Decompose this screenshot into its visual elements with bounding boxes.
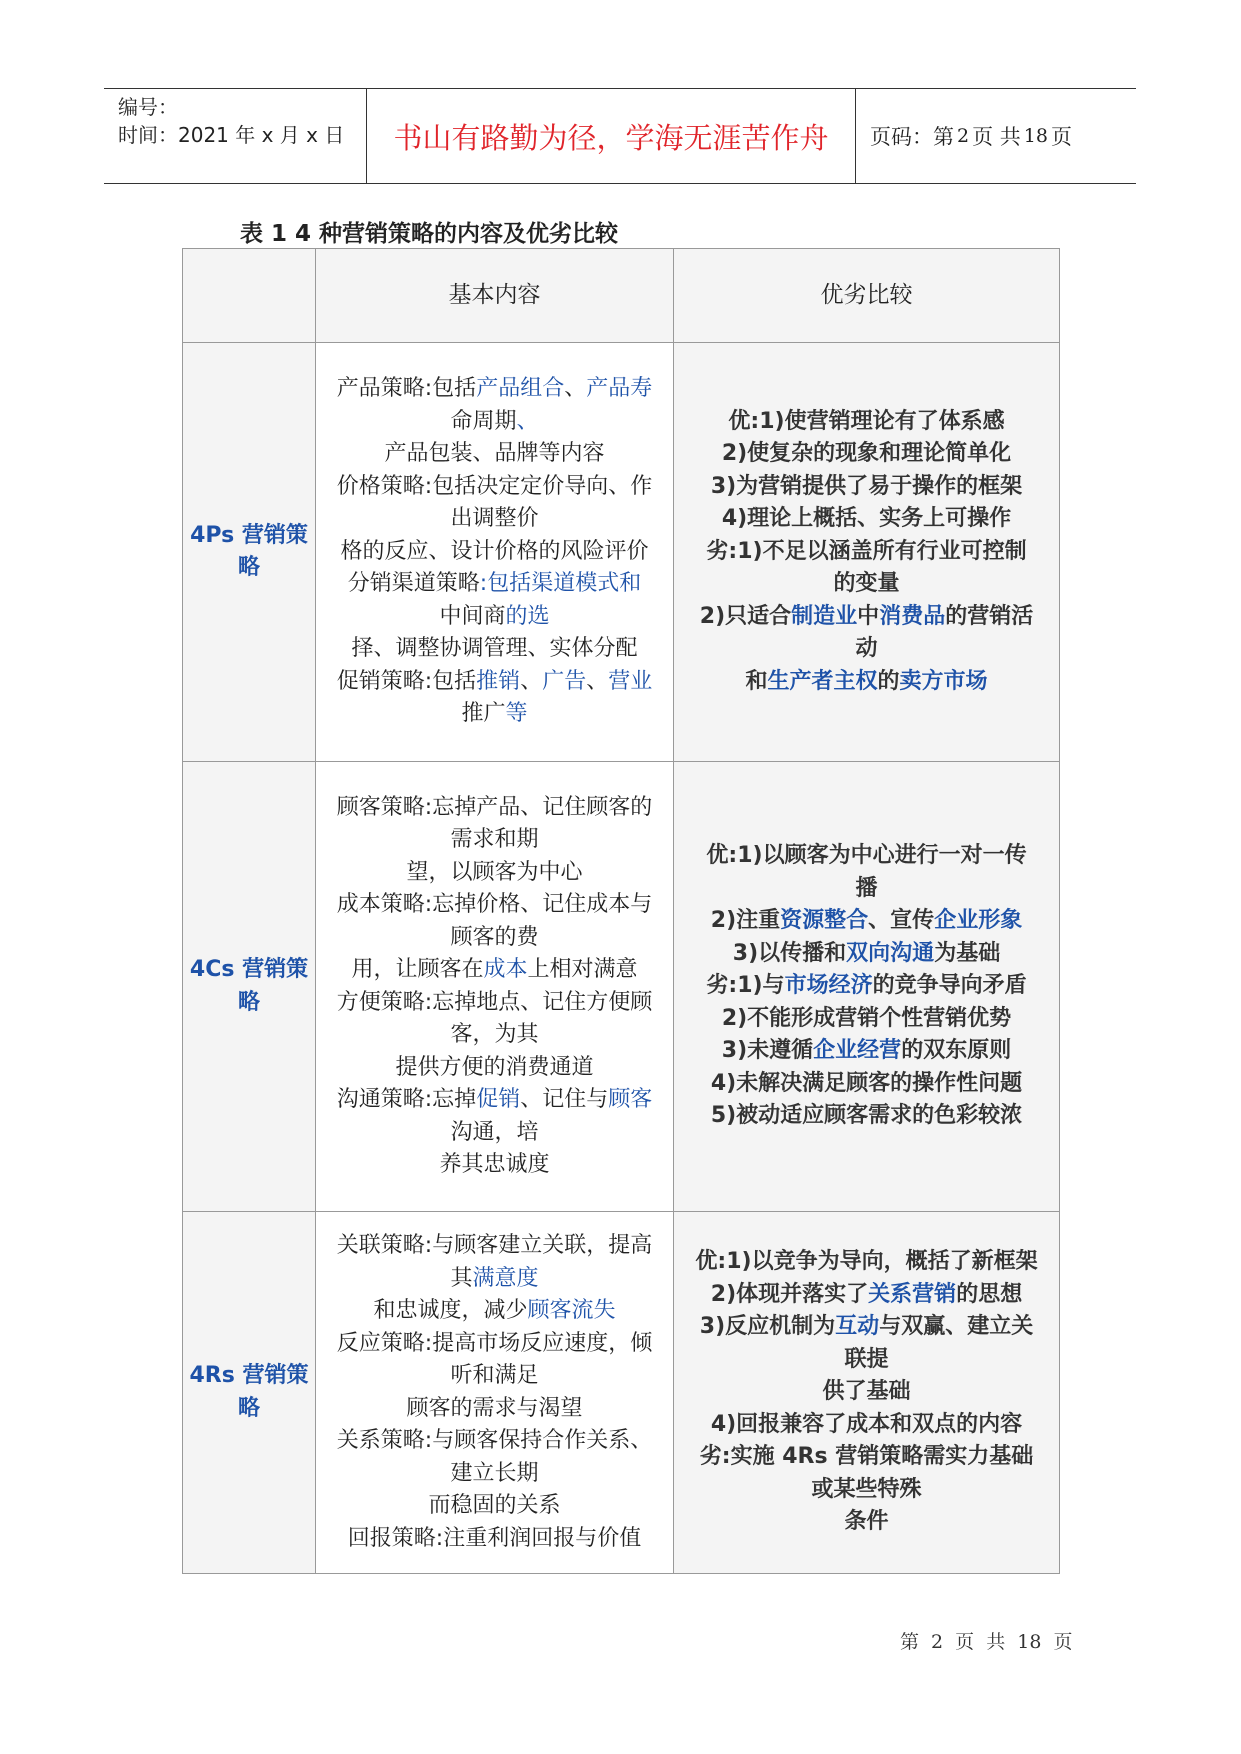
cell-line (676, 568, 1057, 601)
cell-text: 5)被动适应顾客需求的色彩较浓 (710, 1103, 1023, 1129)
cell-text: 反应策略:提高市场反应速度，倾 (336, 1330, 653, 1356)
cell-text: 建立长期 (450, 1460, 539, 1486)
cell-line (318, 1019, 671, 1052)
cell-line (318, 857, 671, 890)
cell-text: 听和满足 (450, 1363, 539, 1388)
cell-text: 关联策略:与顾客建立关联，提高 (336, 1233, 653, 1258)
cell-text: 而稳固的关系 (428, 1493, 561, 1518)
cell-text: 推广 (461, 701, 506, 727)
cell-text: 为基础 (934, 940, 1001, 966)
cell-line (676, 601, 1057, 634)
term-link[interactable]: 互动 (835, 1314, 880, 1340)
term-link[interactable]: 关系营销 (868, 1281, 957, 1307)
cell-text: 、 (520, 668, 543, 694)
cell-text: 动 (855, 636, 878, 662)
cell-line (676, 633, 1057, 666)
cell-text: 4)未解决满足顾客的操作性问题 (710, 1070, 1023, 1096)
cell-text: 命周期 (450, 408, 517, 434)
term-link[interactable]: 成本 (483, 957, 528, 982)
cell-text: 上相对满意 (527, 957, 638, 982)
table-row (183, 1212, 1060, 1574)
cell-line (676, 438, 1057, 471)
header-page-indicator (856, 89, 1136, 183)
cell-text: 、 (586, 668, 609, 694)
cell-line (318, 601, 671, 634)
cell-text: 2)不能形成营销个性营销优势 (721, 1005, 1012, 1031)
cell-line (676, 1035, 1057, 1068)
page-footer: 第 2 页 共 18 页 (900, 1631, 1073, 1653)
cell-line (318, 1084, 671, 1117)
cell-text: 2)使复杂的现象和理论简单化 (721, 441, 1012, 467)
cell-text: 3)以传播和 (732, 940, 847, 966)
cell-text: 的竞争导向矛盾 (872, 973, 1027, 999)
cell-line (318, 1425, 671, 1458)
cell-line (318, 1458, 671, 1491)
cell-text: 优:1)以顾客为中心进行一对一传 (706, 843, 1027, 869)
content-cell (316, 343, 674, 762)
cell-line (318, 1295, 671, 1328)
term-link[interactable]: 促销 (476, 1087, 521, 1112)
term-link[interactable]: 的选 (505, 603, 550, 629)
content-cell (316, 762, 674, 1212)
table-caption: 表 1 4 种营销策略的内容及优劣比较 (240, 221, 619, 247)
term-link[interactable]: 顾客 (608, 1087, 653, 1112)
cell-text: 、 (564, 376, 587, 402)
cell-line (676, 1100, 1057, 1133)
cell-text: 劣:1)不足以涵盖所有行业可控制 (706, 538, 1027, 564)
cell-text: 关系策略:与顾客保持合作关系、 (336, 1428, 653, 1453)
header-cell-empty (183, 249, 316, 343)
cell-text: 中间商 (439, 603, 506, 629)
term-link[interactable]: 企业形象 (934, 908, 1023, 934)
cell-text: 格的反应、设计价格的风险评价 (340, 538, 649, 564)
cell-line (676, 1246, 1057, 1279)
cell-text: 和忠诚度，减少 (373, 1298, 528, 1323)
cell-line (676, 1311, 1057, 1344)
page-mid: 页 共 (972, 125, 1021, 149)
cell-text: 劣:实施 4Rs 营销策略需实力基础 (699, 1444, 1034, 1470)
cell-line (318, 373, 671, 406)
cell-line (676, 1506, 1057, 1539)
cell-line (318, 406, 671, 439)
cell-text: 3)为营销提供了易于操作的框架 (710, 473, 1023, 499)
cell-text: 的双东原则 (901, 1038, 1012, 1064)
cell-text: 4)理论上概括、实务上可操作 (721, 506, 1012, 532)
cell-line (676, 666, 1057, 699)
cell-line (318, 666, 671, 699)
cell-line (676, 1474, 1057, 1507)
cell-text: 、宣传 (868, 908, 935, 934)
cell-text: 4)回报兼容了成本和双点的内容 (710, 1411, 1023, 1437)
cell-text: 促销策略:包括 (336, 668, 477, 694)
cell-text: 望，以顾客为中心 (406, 859, 583, 885)
cell-text: 出调整价 (450, 506, 539, 532)
cell-line (676, 970, 1057, 1003)
cell-text: 3)未遵循 (721, 1038, 814, 1064)
cell-line (318, 987, 671, 1020)
cell-text: 产品包装、品牌等内容 (384, 441, 605, 467)
cell-text: 或某些特殊 (811, 1476, 922, 1502)
cell-line (676, 840, 1057, 873)
cell-text: 方便策略:忘掉地点、记住方便顾 (336, 989, 653, 1015)
cell-line (676, 1279, 1057, 1312)
cell-text: 养其忠诚度 (439, 1152, 550, 1177)
cell-text: 优:1)使营销理论有了体系感 (728, 408, 1005, 434)
cell-line (318, 1360, 671, 1393)
cell-line (318, 568, 671, 601)
cell-line (318, 954, 671, 987)
cell-line (676, 905, 1057, 938)
term-link[interactable]: 满意度 (472, 1265, 539, 1291)
term-link[interactable]: 生产者主权 (767, 668, 878, 694)
cell-text: 2)只适合 (699, 603, 792, 629)
term-link[interactable]: 制造业 (791, 603, 858, 629)
cell-line (676, 536, 1057, 569)
table-row (183, 343, 1060, 762)
cell-text: 提供方便的消费通道 (395, 1054, 594, 1080)
cell-line (318, 471, 671, 504)
term-link[interactable]: 营业 (608, 668, 653, 694)
document-time-label: 时间：2021 年 x 月 x 日 (118, 123, 345, 147)
term-link[interactable]: 双向沟通 (846, 940, 935, 966)
cell-line (318, 1523, 671, 1556)
row-heading: 4Rs 营销策略 (183, 1212, 316, 1574)
cell-line (676, 873, 1057, 906)
cell-text: 择、调整协调管理、实体分配 (351, 636, 638, 662)
cell-line (318, 1490, 671, 1523)
cell-text: 成本策略:忘掉价格、记住成本与 (336, 892, 653, 917)
term-link[interactable]: 推销 (476, 668, 521, 694)
cell-line (318, 633, 671, 666)
cell-line (318, 922, 671, 955)
header-meta (104, 89, 367, 183)
cell-line (318, 889, 671, 922)
page-number: 2 (957, 125, 970, 147)
cell-line (318, 536, 671, 569)
cell-line (318, 1052, 671, 1085)
content-cell (316, 1212, 674, 1574)
strategy-comparison-table (182, 248, 1060, 1574)
page-header (104, 88, 1136, 184)
cell-text: 2)注重 (710, 908, 781, 934)
cell-text: 2)体现并落实了 (710, 1281, 869, 1307)
cell-line (676, 1068, 1057, 1101)
cell-text: 客，为其 (450, 1022, 539, 1047)
cell-line (676, 1441, 1057, 1474)
compare-cell (674, 1212, 1060, 1574)
cell-line (676, 406, 1057, 439)
term-link[interactable]: 产品组合 (476, 376, 565, 402)
term-link[interactable]: 顾客流失 (527, 1298, 616, 1323)
cell-text: 用，让顾客在 (351, 957, 484, 982)
term-link[interactable]: 市场经济 (784, 973, 873, 999)
cell-line (318, 438, 671, 471)
cell-line (676, 471, 1057, 504)
cell-text: 和 (745, 668, 768, 694)
cell-text: 顾客策略:忘掉产品、记住顾客的 (336, 794, 653, 820)
term-link[interactable]: 资源整合 (780, 908, 869, 934)
term-link[interactable]: 卖方市场 (899, 668, 988, 694)
cell-line (318, 1393, 671, 1426)
cell-line (318, 1328, 671, 1361)
cell-text: 沟通策略:忘掉 (336, 1087, 477, 1112)
term-link[interactable]: :包括渠道模式和 (479, 571, 642, 597)
cell-line (676, 1409, 1057, 1442)
cell-text: 的思想 (956, 1281, 1023, 1307)
cell-text: 、记住与 (520, 1087, 609, 1112)
cell-text: 顾客的需求与渴望 (406, 1395, 583, 1421)
cell-text: 优:1)以竞争为导向，概括了新框架 (695, 1249, 1038, 1275)
term-link[interactable]: 产品寿 (586, 376, 653, 402)
page-suffix: 页 (1050, 125, 1072, 149)
cell-line (676, 1344, 1057, 1377)
term-link[interactable]: 企业经营 (813, 1038, 902, 1064)
term-link[interactable]: 广告 (542, 668, 587, 694)
page-total: 18 (1023, 125, 1048, 147)
cell-line (676, 503, 1057, 536)
header-cell-content: 基本内容 (316, 249, 674, 343)
cell-line (318, 1230, 671, 1263)
cell-text: 价格策略:包括决定定价导向、作 (336, 473, 653, 499)
cell-line (676, 938, 1057, 971)
header-cell-compare: 优劣比较 (674, 249, 1060, 343)
cell-line (318, 824, 671, 857)
cell-text: 3)反应机制为 (699, 1314, 836, 1340)
cell-text: 的 (877, 668, 900, 694)
row-heading: 4Cs 营销策略 (183, 762, 316, 1212)
cell-text: 需求和期 (450, 827, 539, 852)
row-heading: 4Ps 营销策略 (183, 343, 316, 762)
cell-line (676, 1376, 1057, 1409)
compare-cell (674, 343, 1060, 762)
cell-text: 劣:1)与 (706, 973, 785, 999)
term-link[interactable]: 消费品 (879, 603, 946, 629)
cell-line (318, 792, 671, 825)
cell-line (318, 1149, 671, 1182)
cell-text: 的营销活 (945, 603, 1034, 629)
compare-cell (674, 762, 1060, 1212)
cell-text: 条件 (844, 1509, 889, 1535)
table-header-row (183, 249, 1060, 343)
term-link[interactable]: 等 (505, 701, 528, 727)
cell-text: 顾客的费 (450, 924, 539, 950)
cell-text: 与双赢、建立关 (879, 1314, 1034, 1340)
table-row (183, 762, 1060, 1212)
cell-text: 其 (450, 1265, 473, 1291)
cell-text: 中 (857, 603, 880, 629)
cell-line (676, 1003, 1057, 1036)
cell-text: 播 (855, 875, 878, 901)
cell-text: 供了基础 (822, 1379, 911, 1405)
cell-text: 产品策略:包括 (336, 376, 477, 402)
cell-text: 联提 (844, 1346, 889, 1372)
page-prefix: 页码：第 (870, 125, 954, 149)
header-motto: 书山有路勤为径，学海无涯苦作舟 (367, 89, 856, 183)
cell-line (318, 1117, 671, 1150)
cell-line (318, 698, 671, 731)
cell-line (318, 503, 671, 536)
cell-text: 的变量 (833, 571, 900, 597)
cell-line (318, 1263, 671, 1296)
term-link[interactable]: 、 (516, 408, 539, 434)
cell-text: 分销渠道策略 (347, 571, 480, 597)
cell-text: 回报策略:注重利润回报与价值 (347, 1525, 642, 1551)
document-number-label: 编号： (118, 95, 178, 119)
cell-text: 沟通，培 (450, 1119, 539, 1145)
